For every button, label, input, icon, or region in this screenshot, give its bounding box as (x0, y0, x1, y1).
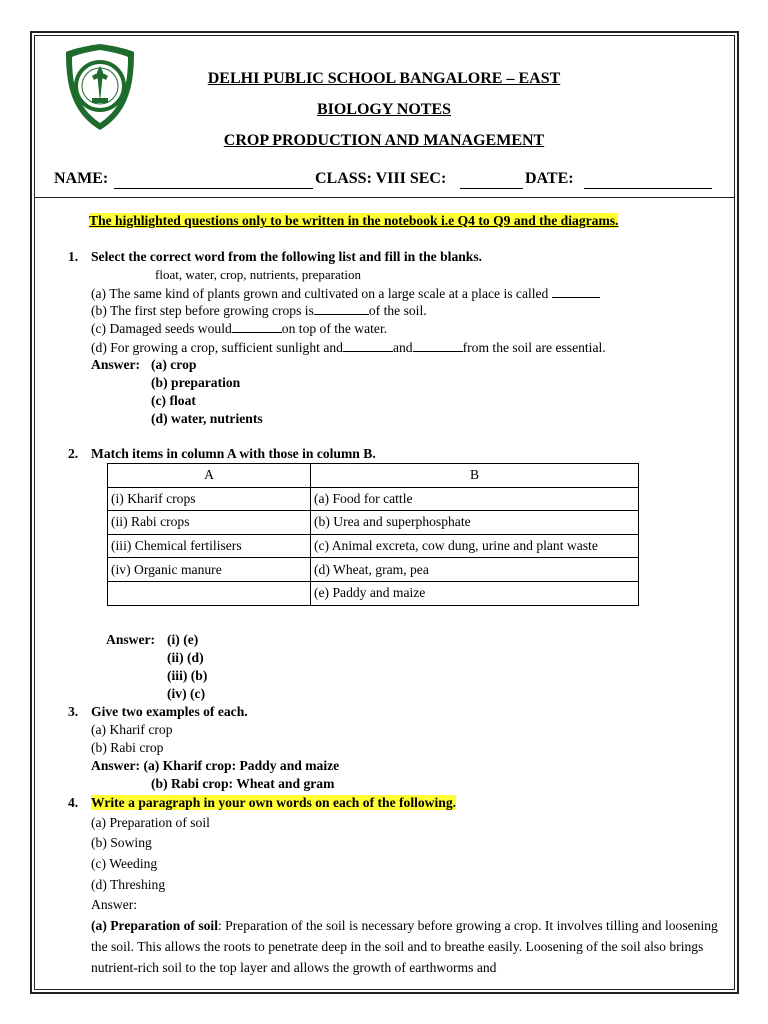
table-header-a: A (108, 464, 311, 488)
q1-part-d: (d) For growing a crop, sufficient sunlight and and from the soil are essential. (91, 340, 606, 355)
q2-answer-ii: (ii) (d) (167, 650, 204, 665)
q3-part-a: (a) Kharif crop (91, 722, 173, 737)
date-blank (584, 174, 712, 189)
q1-title: Select the correct word from the following list and fill in the blanks. (91, 249, 483, 264)
q4-title: Write a paragraph in your own words on each of the following. (91, 795, 457, 810)
table-row (108, 511, 639, 535)
table-cell-b: (e) Paddy and maize (311, 581, 639, 605)
table-cell-b: (b) Urea and superphosphate (311, 511, 639, 535)
q4-item-c: (c) Weeding (91, 856, 158, 871)
q4-item-a: (a) Preparation of soil (91, 815, 210, 830)
q4-answer-paragraph: (a) Preparation of soil: Preparation of the soil is necessary before growing a crop. It involves tilling and loosening the soil. This allows the roots to penetrate deep in the soil and to breathe easily. Loosening of the soil also brings nutrient-rich soil to the top layer and allows the growth of earthworms and (91, 918, 718, 975)
table-cell-a: (iv) Organic manure (108, 558, 311, 582)
table-row (108, 487, 639, 511)
table-cell-a: (i) Kharif crops (108, 487, 311, 511)
chapter-title: CROP PRODUCTION AND MANAGEMENT (223, 132, 545, 149)
table-row (108, 534, 639, 558)
class-label: CLASS: VIII SEC: (315, 170, 447, 187)
table-cell-b: (c) Animal excreta, cow dung, urine and plant waste (311, 534, 639, 558)
table-row (108, 558, 639, 582)
subject-title: BIOLOGY NOTES (316, 101, 452, 118)
q1-part-b: (b) The first step before growing crops is of the soil. (91, 303, 427, 318)
instruction-note: The highlighted questions only to be written in the notebook i.e Q4 to Q9 and the diagrams. (89, 213, 619, 228)
q4-answer-label: Answer: (91, 897, 138, 912)
table-cell-b: (d) Wheat, gram, pea (311, 558, 639, 582)
date-label: DATE: (525, 170, 574, 187)
name-label: NAME: (54, 170, 109, 187)
q3-number: 3. (68, 704, 79, 719)
table-header-row (108, 464, 639, 488)
table-row (108, 581, 639, 605)
q2-answer-label: Answer: (106, 632, 156, 647)
match-table (107, 463, 639, 606)
table-cell-a: (ii) Rabi crops (108, 511, 311, 535)
header-divider (34, 197, 735, 198)
section-blank (460, 174, 523, 189)
q3-title: Give two examples of each. (91, 704, 248, 719)
q2-answer-iii: (iii) (b) (167, 668, 208, 683)
school-name: DELHI PUBLIC SCHOOL BANGALORE – EAST (207, 70, 561, 87)
q3-part-b: (b) Rabi crop (91, 740, 164, 755)
table-cell-a: (iii) Chemical fertilisers (108, 534, 311, 558)
table-header-b: B (311, 464, 639, 488)
q1-answer-d: (d) water, nutrients (151, 411, 263, 426)
q2-number: 2. (68, 446, 79, 461)
q4-number: 4. (68, 795, 79, 810)
q4-item-d: (d) Threshing (91, 877, 166, 892)
name-blank (114, 174, 313, 189)
q1-number: 1. (68, 249, 79, 264)
q1-answer-a: (a) crop (151, 357, 197, 372)
q1-part-c: (c) Damaged seeds would on top of the water. (91, 321, 388, 336)
q3-answer-b: (b) Rabi crop: Wheat and gram (151, 776, 335, 791)
q2-answer-iv: (iv) (c) (167, 686, 206, 701)
q4-item-b: (b) Sowing (91, 835, 152, 850)
table-cell-a (108, 581, 311, 605)
q1-answer-c: (c) float (151, 393, 196, 408)
q2-answer-i: (i) (e) (167, 632, 199, 647)
table-cell-b: (a) Food for cattle (311, 487, 639, 511)
q1-answer-b: (b) preparation (151, 375, 241, 390)
q1-answer-label: Answer: (91, 357, 141, 372)
q1-part-a: (a) The same kind of plants grown and cultivated on a large scale at a place is called (91, 286, 600, 302)
q2-title: Match items in column A with those in column B. (91, 446, 376, 461)
q3-answer-a: Answer: (a) Kharif crop: Paddy and maize (91, 758, 340, 773)
q1-word-list: float, water, crop, nutrients, preparation (155, 267, 361, 282)
